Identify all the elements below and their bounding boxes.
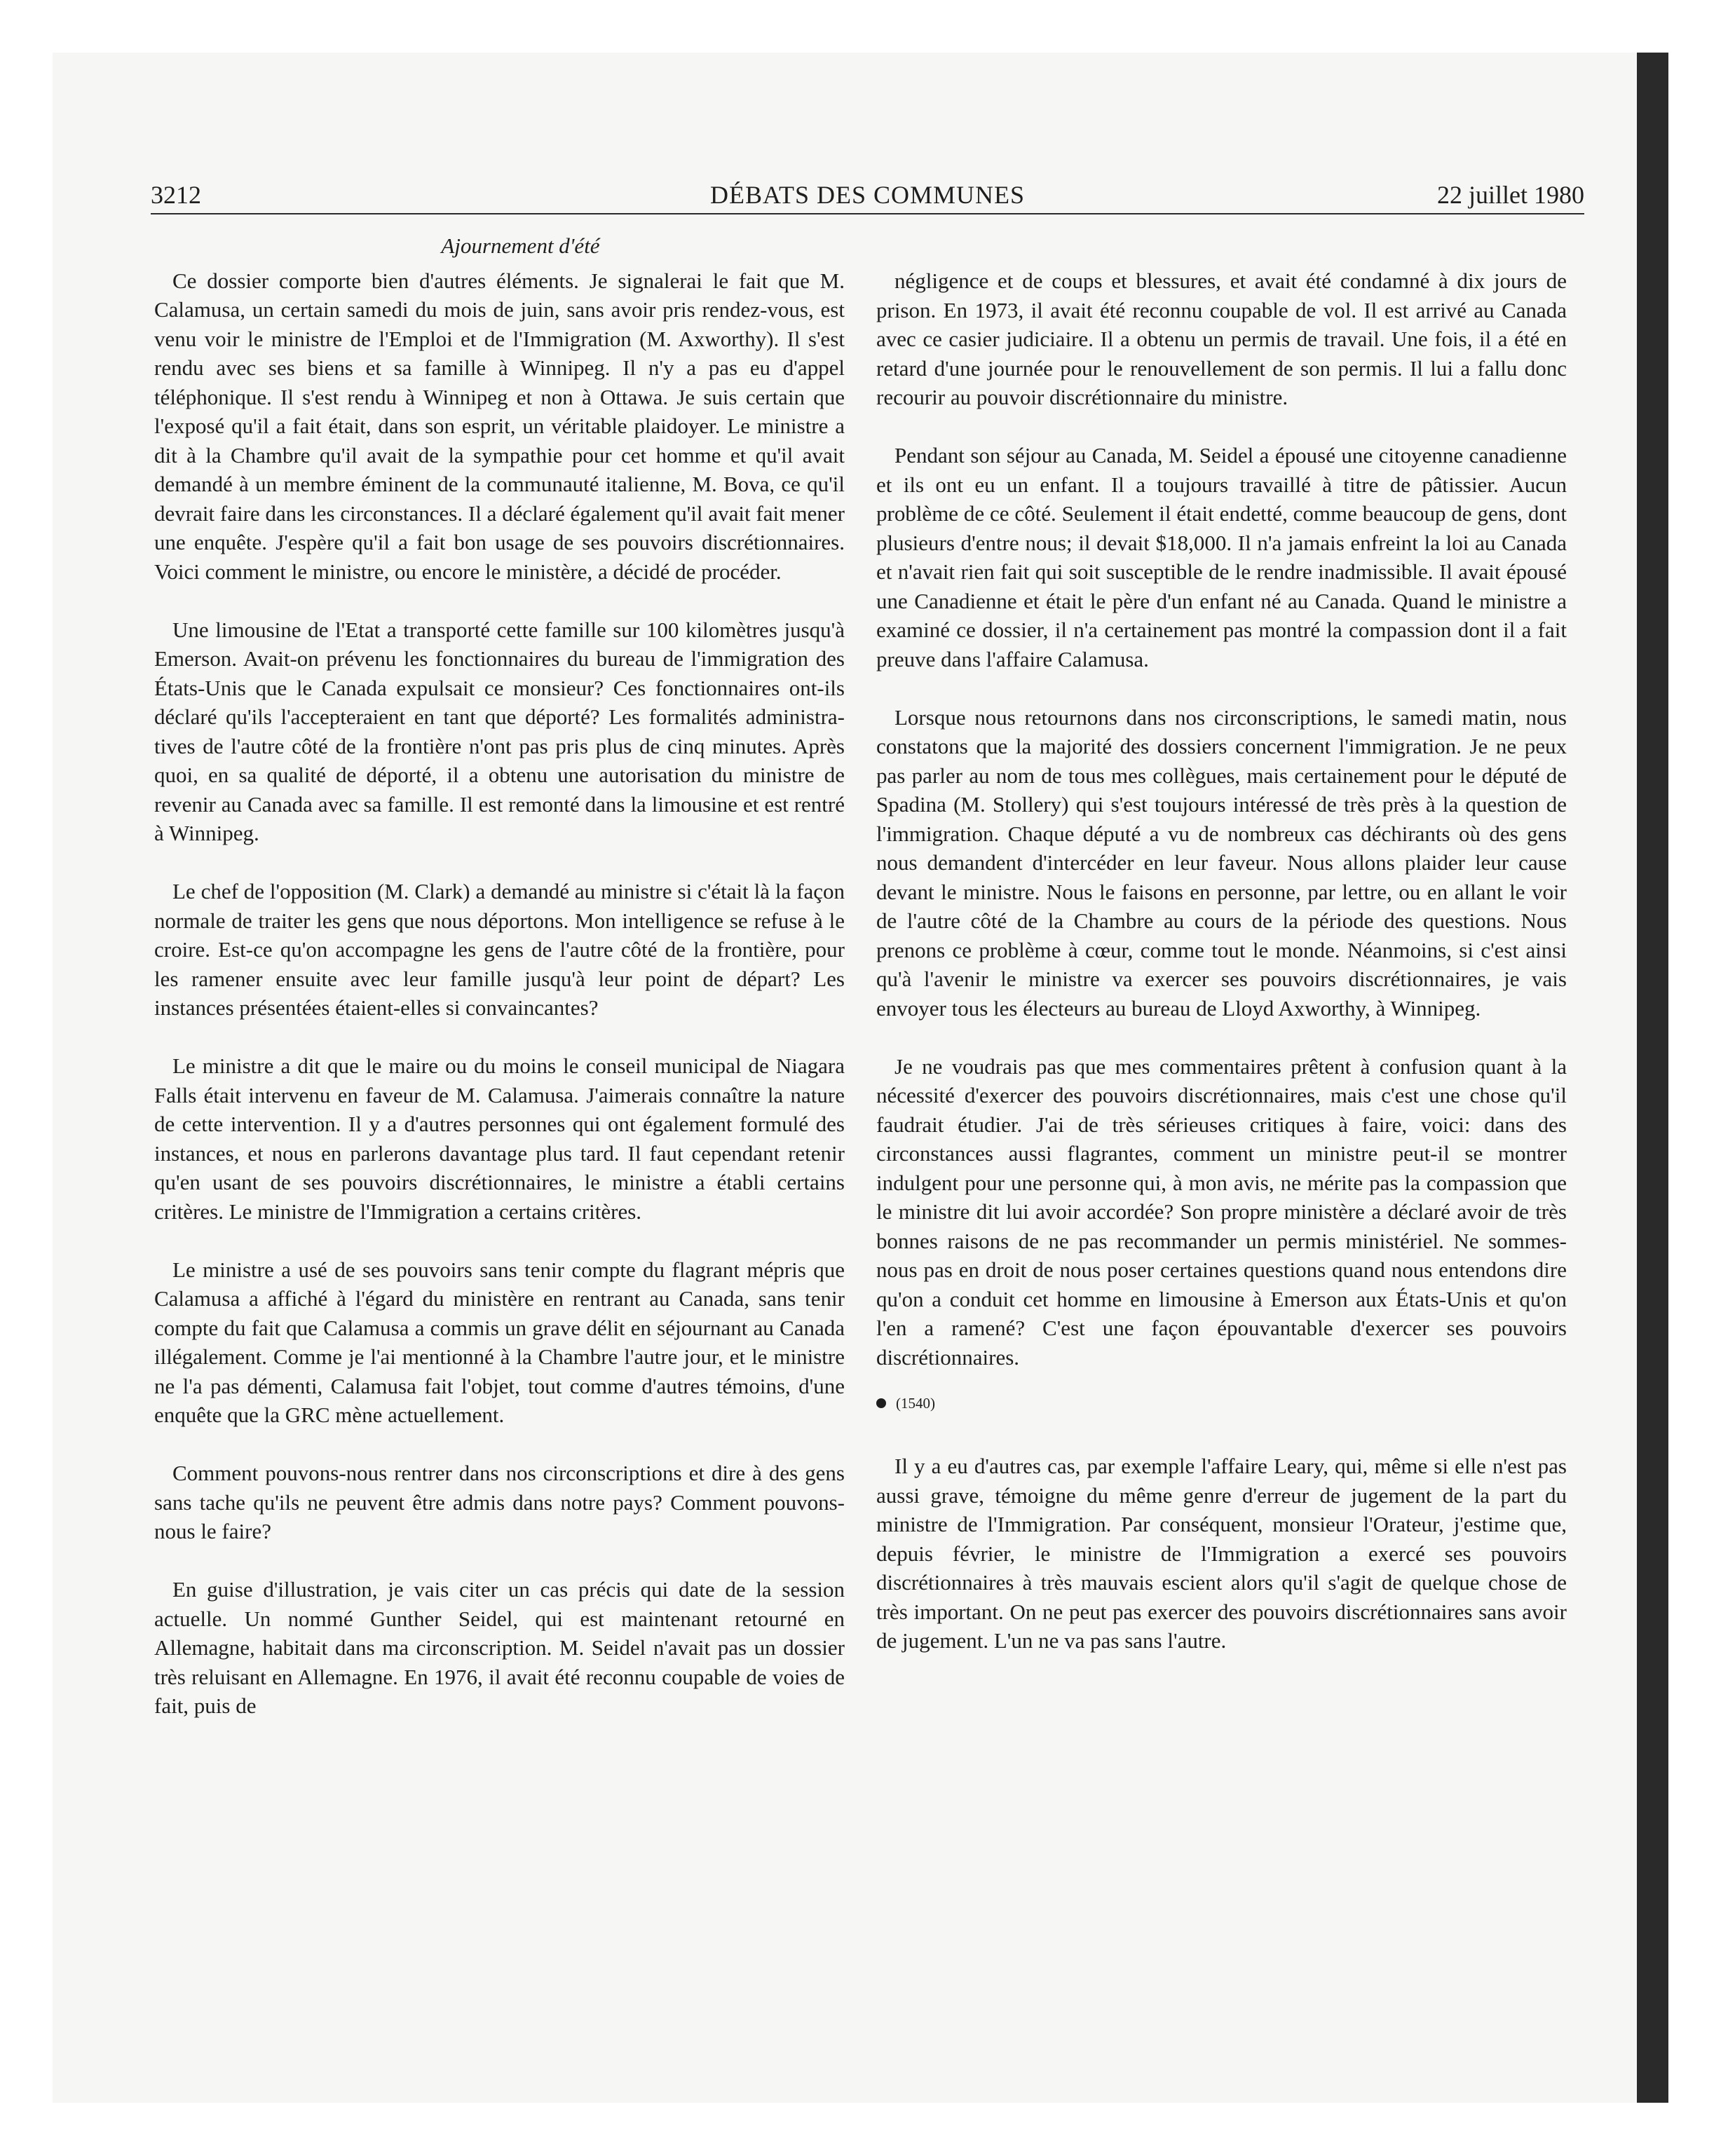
- paragraph: Pendant son séjour au Canada, M. Seidel a épousé une citoyenne canadienne et ils ont eu un enfant. Il a toujours travaillé à titre de pâtissier. Aucun problème de ce côté. Seulement il était endetté, comme beaucoup de gens, dont plusieurs d'entre nous; il devait $18,000. Il n'a jamais enfreint la loi au Canada et n'avait rien fait qui soit susceptible de le rendre inadmissible. Il avait épousé une Canadienne et était le père d'un enfant né au Canada. Quand le ministre a examiné ce dossier, il n'a certainement pas montré la compassion dont il a fait preuve dans l'affaire Calamusa.: [876, 443, 1567, 671]
- running-title: DÉBATS DES COMMUNES: [709, 181, 1026, 209]
- page-date: 22 juillet 1980: [1437, 181, 1584, 209]
- page-number: 3212: [151, 181, 201, 209]
- paragraph: Une limousine de l'Etat a transporté cette famille sur 100 kilomètres jusqu'à Emerson. Avait-on prévenu les fonctionnaires du bureau de l'immigration des États-Unis que le Canada expulsait ce monsieur? Ces fonctionnaires ont-ils déclaré qu'ils l'accepteraient en tant que déporté? Les formalités administratives de l'autre côté de la frontière n'ont pas pris plus de cinq minutes. Après quoi, en sa qualité de déporté, il a obtenu une autorisation du ministre de revenir au Canada avec sa famille. Il est remonté dans la limousine et est rentré à Winnipeg.: [154, 617, 845, 845]
- bullet-dot-icon: [876, 1398, 886, 1408]
- paragraph: Lorsque nous retournons dans nos circonscriptions, le samedi matin, nous constatons que la majorité des dossiers concernent l'immigration. Je ne peux pas parler au nom de tous mes collègues, mais certainement pour le député de Spadina (M. Stollery) qui s'est toujours intéressé de très près à la question de l'immigration. Chaque député a vu de nombreux cas déchirants où des gens nous demandent d'intercéder en leur faveur. Nous allons plaider leur cause devant le ministre. Nous le faisons en personne, par lettre, ou en allant le voir de l'autre côté de la Chambre au cours de la période des questions. Nous prenons ce problème à cœur, comme tout le monde. Néanmoins, si c'est ainsi qu'à l'avenir le ministre va exercer ses pouvoirs discrétionnaires, je vais envoyer tous les électeurs au bureau de Lloyd Axworthy, à Winnipeg.: [876, 704, 1567, 1021]
- page-header: [151, 177, 1584, 214]
- right-column: [876, 266, 1567, 1656]
- paragraph: Je ne voudrais pas que mes commentaires prêtent à confusion quant à la nécessité d'exercer des pouvoirs discrétionnaires, mais c'est une chose qu'il faudrait étudier. J'ai de très sérieuses critiques à faire, voici: dans des circonstances aussi flagrantes, comment un ministre peut-il se montrer indulgent pour une personne qui, à mon avis, ne mérite pas la compassion que le ministre dit lui avoir accordée? Son propre ministère a déclaré avoir de très bonnes raisons de ne pas recommander un permis ministériel. Ne sommes-nous pas en droit de nous poser certaines questions quand nous entendons dire qu'on a conduit cet homme en limousine à Emerson aux États-Unis et qu'on l'en a ramené? C'est une façon épouvantable d'exercer ses pouvoirs discrétionnaires.: [876, 1053, 1567, 1370]
- paragraph: négligence et de coups et blessures, et avait été condamné à dix jours de prison. En 1973, il avait été reconnu coupable de vol. Il est arrivé au Canada avec ce casier judiciaire. Il a obtenu un permis de travail. Une fois, il a été en retard d'une journée pour le renouvellement de son permis. Il lui a fallu donc recourir au pouvoir discrétionnaire du ministre.: [876, 268, 1567, 409]
- paragraph: Comment pouvons-nous rentrer dans nos circonscriptions et dire à des gens sans tache qu'ils ne peuvent être admis dans notre pays? Comment pouvons-nous le faire?: [154, 1461, 845, 1543]
- time-marker-label: (1540): [896, 1395, 935, 1412]
- paragraph: Le ministre a dit que le maire ou du moins le conseil municipal de Niagara Falls était intervenu en faveur de M. Calamusa. J'aimerais connaître la nature de cette intervention. Il y a d'autres personnes qui ont également formulé des instances, et nous en parlerons davantage plus tard. Il faut cependant retenir qu'en usant de ses pouvoirs discrétionnaires, le ministre a établi certains critères. Le ministre de l'Immigration a certains critères.: [154, 1053, 845, 1224]
- paragraph: En guise d'illustration, je vais citer un cas précis qui date de la session actuelle. Un nommé Gunther Seidel, qui est maintenant retourné en Allemagne, habitait dans ma circonscription. M. Seidel n'avait pas un dossier très reluisant en Allemagne. En 1976, il avait été reconnu coupable de voies de fait, puis de: [154, 1577, 845, 1718]
- scan-edge: [1637, 53, 1668, 2103]
- left-column: [154, 231, 845, 1721]
- paragraph: Ce dossier comporte bien d'autres éléments. Je signalerai le fait que M. Calamusa, un certain samedi du mois de juin, sans avoir pris rendez-vous, est venu voir le ministre de l'Emploi et de l'Immigration (M. Axworthy). Il s'est rendu avec ses biens et sa famille à Winnipeg. Il n'y a pas eu d'appel téléphonique. Il s'est rendu à Winnipeg et non à Ottawa. Je suis certain que l'exposé qu'il a fait était, dans son esprit, un véritable plaidoyer. Le ministre a dit à la Chambre qu'il avait de la sympathie pour cet homme et qu'il avait demandé à un membre éminent de la communauté italienne, M. Bova, ce qu'il devrait faire dans les circonstances. Il a déclaré également qu'il avait fait mener une enquête. J'espère qu'il a fait bon usage de ses pouvoirs discrétionnaires. Voici comment le ministre, ou encore le ministère, a décidé de procéder.: [154, 268, 845, 584]
- time-marker: [876, 1393, 1567, 1414]
- paragraph: Il y a eu d'autres cas, par exemple l'affaire Leary, qui, même si elle n'est pas aussi grave, témoigne du même genre d'erreur de jugement de la part du ministre de l'Immigration. Par conséquent, monsieur l'Orateur, j'estime que, depuis février, le ministre de l'Immigration a exercé ses pouvoirs discrétionnaires à très mauvais escient alors qu'il s'agit de quelque chose de très important. On ne peut pas exercer des pouvoirs discrétionnaires sans avoir de jugement. L'un ne va pas sans l'autre.: [876, 1454, 1567, 1653]
- paragraph: Le ministre a usé de ses pouvoirs sans tenir compte du flagrant mépris que Calamusa a affiché à l'égard du ministère en rentrant au Canada, sans tenir compte du fait que Calamusa a commis un grave délit en séjournant au Canada illégalement. Comme je l'ai mentionné à la Chambre l'autre jour, et le ministre ne l'a pas démenti, Calamusa fait l'objet, tout comme d'autres témoins, d'une enquête que la GRC mène actuellement.: [154, 1257, 845, 1427]
- section-title: Ajournement d'été: [441, 233, 600, 258]
- paragraph: Le chef de l'opposition (M. Clark) a demandé au ministre si c'était là la façon normale de traiter les gens que nous déportons. Mon intelligence se refuse à le croire. Est-ce qu'on accompagne les gens de l'autre côté de la frontière, pour les ramener ensuite avec leur famille jusqu'à leur point de départ? Les instances présentées étaient-elles si convaincantes?: [154, 879, 845, 1020]
